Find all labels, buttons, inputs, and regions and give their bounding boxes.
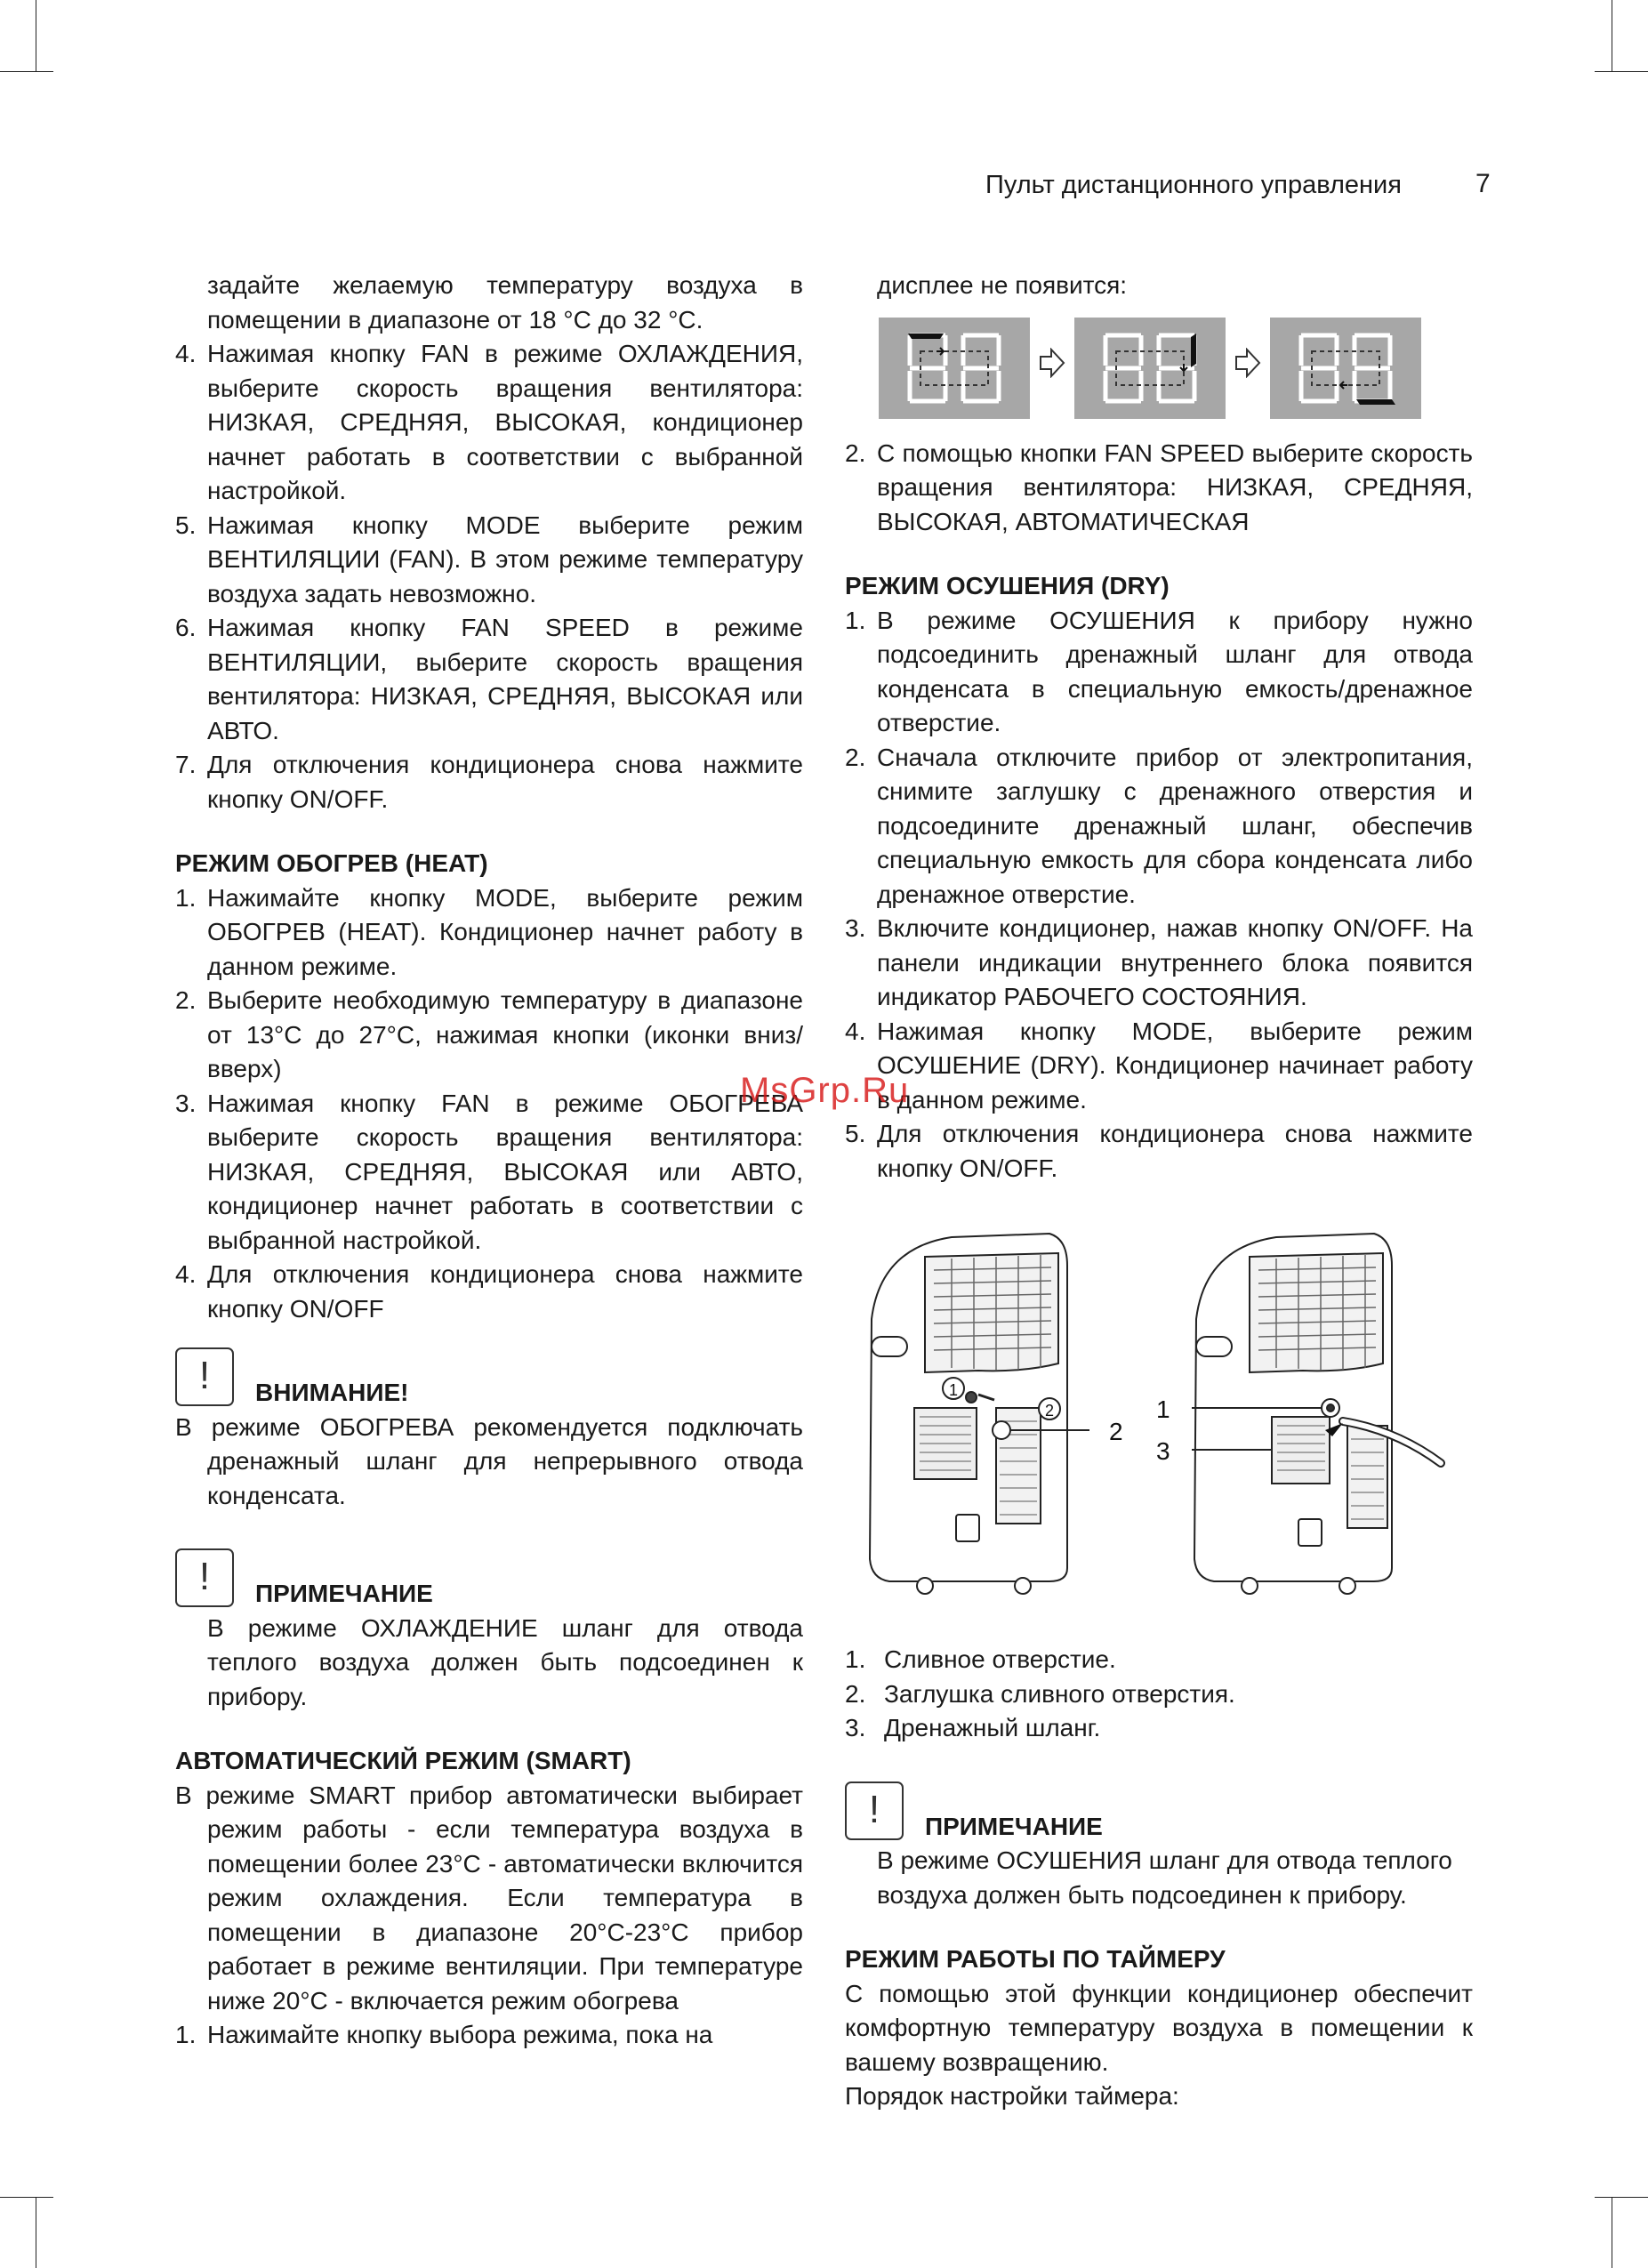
air-conditioner-unit [870,1234,1067,1594]
arrow-right-icon [1030,348,1074,388]
figure-label: 3 [1156,1437,1170,1465]
page-number: 7 [1475,169,1491,198]
exclamation-icon: ! [175,1548,234,1607]
list-item: 1. Нажимайте кнопку выбора режима, пока на [175,2021,713,2048]
warning-block [175,1354,803,1411]
left-column [175,269,803,2053]
list-item: 2. Сначала отключите прибор от электропитания, снимите заглушку с дренажного отверстия и подсоедините дренажный шланг, обеспечив специальную емкость для сбора конденсата либо дренажное отверстие. [845,743,1473,908]
cool-fan-steps [175,337,803,816]
list-item: 5. Для отключения кондиционера снова нажмите кнопку ON/OFF. [845,1120,1473,1182]
note-text: В режиме ОХЛАЖДЕНИЕ шланг для отвода теплого воздуха должен быть подсоединен к прибору. [207,1613,803,1710]
running-header: Пульт дистанционного управления [985,171,1402,199]
note-title: ПРИМЕЧАНИЕ [925,1812,1103,1840]
smart-heading: АВТОМАТИЧЕСКИЙ РЕЖИМ (SMART) [175,1747,631,1774]
note-title: ПРИМЕЧАНИЕ [255,1580,433,1607]
right-intro: дисплее не появится: [877,271,1128,299]
crop-mark [0,71,53,72]
arrow-right-icon [1226,348,1270,388]
smart-steps [175,2018,803,2053]
timer-heading: РЕЖИМ РАБОТЫ ПО ТАЙМЕРУ [845,1945,1226,1973]
list-item: 7. Для отключения кондиционера снова нажмите кнопку ON/OFF. [175,751,803,813]
list-item: 4. Нажимая кнопку MODE, выберите режим ОСУШЕНИЕ (DRY). Кондиционер начинает работу в данном режиме. [845,1017,1473,1114]
left-intro: задайте желаемую температуру воздуха в помещении в диапазоне от 18 °C до 32 °C. [207,271,803,334]
drain-illustration [845,1230,1473,1621]
figure-label: 1 [1156,1395,1170,1423]
crop-mark [1595,71,1648,72]
list-item: 4. Нажимая кнопку FAN в режиме ОХЛАЖДЕНИЯ, выберите скорость вращения вентилятора: НИЗКАЯ, СРЕДНЯЯ, ВЫСОКАЯ, кондиционер начнет работать в соответствии с выбранной настройкой. [175,340,803,504]
list-item: 2. Заглушка сливного отверстия. [845,1679,1235,1708]
watermark: MsGrp.Ru [740,1071,910,1110]
list-item: 2. Выберите необходимую температуру в диапазоне от 13°C до 27°C, нажимая кнопки (иконки вниз/вверх) [175,986,803,1082]
timer-text: С помощью этой функции кондиционер обеспечит комфортную температуру воздуха в помещении к вашему возвращению. [845,1979,1473,2076]
crop-mark [0,2197,53,2198]
list-item: 3. Нажимая кнопку FAN в режиме ОБОГРЕВА выберите скорость вращения вентилятора: НИЗКАЯ, СРЕДНЯЯ, ВЫСОКАЯ или АВТО, кондиционер начнет работать в соответствии с выбранной настройкой. [175,1089,803,1254]
display-indicator [1074,318,1226,419]
list-item: 2. С помощью кнопки FAN SPEED выберите скорость вращения вентилятора: НИЗКАЯ, СРЕДНЯЯ, ВЫСОКАЯ, АВТОМАТИЧЕСКАЯ [845,438,1473,535]
list-item: 4. Для отключения кондиционера снова нажмите кнопку ON/OFF [175,1260,803,1323]
warning-text: В режиме ОБОГРЕВА рекомендуется подключать дренажный шланг для непрерывного отвода конденсата. [175,1412,803,1509]
list-item: 1. В режиме ОСУШЕНИЯ к прибору нужно подсоединить дренажный шланг для отвода конденсата в специальную емкость/дренажное отверстие. [845,606,1473,736]
list-item: 1. Нажимайте кнопку MODE, выберите режим ОБОГРЕВ (HEAT). Кондиционер начнет работу в данном режиме. [175,883,803,980]
display-sequence [879,318,1473,419]
crop-mark [1595,2197,1648,2198]
list-item: 6. Нажимая кнопку FAN SPEED в режиме ВЕНТИЛЯЦИИ, выберите скорость вращения вентилятора: НИЗКАЯ, СРЕДНЯЯ, ВЫСОКАЯ или АВТО. [175,614,803,744]
note-block [175,1555,803,1612]
list-item: 3. Включите кондиционер, нажав кнопку ON/OFF. На панели индикации внутреннего блока появится индикатор РАБОЧЕГО СОСТОЯНИЯ. [845,914,1473,1010]
right-column [845,269,1473,2114]
dry-steps [845,604,1473,1186]
fan-speed-step [845,437,1473,540]
timer-order: Порядок настройки таймера: [845,2082,1179,2110]
exclamation-icon: ! [845,1781,904,1840]
heat-steps [175,881,803,1327]
list-item: 5. Нажимая кнопку MODE выберите режим ВЕНТИЛЯЦИИ (FAN). В этом режиме температуру воздуха задать невозможно. [175,511,803,607]
exclamation-icon: ! [175,1347,234,1406]
smart-text: В режиме SMART прибор автоматически выбирает режим работы - если температура воздуха в помещении более 23°C - автоматически включится режим охлаждения. Если температура в помещении в диапазоне 20°C-23°C прибор работает в режиме вентиляции. При температуре ниже 20°C - включается режим обогрева [175,1781,803,2015]
display-indicator [1270,318,1421,419]
heat-heading: РЕЖИМ ОБОГРЕВ (HEAT) [175,849,488,877]
note-block [845,1787,1473,1845]
callout-label: 1 [948,1381,959,1399]
callout-label: 2 [1044,1402,1055,1420]
air-conditioner-unit [1194,1234,1392,1594]
figure-legend [845,1643,1473,1746]
figure-label: 2 [1109,1418,1123,1445]
note-text: В режиме ОСУШЕНИЯ шланг для отвода теплого воздуха должен быть подсоединен к прибору. [877,1846,1452,1909]
list-item: 1. Сливное отверстие. [845,1645,1116,1673]
warning-title: ВНИМАНИЕ! [255,1379,409,1406]
list-item: 3. Дренажный шланг. [845,1714,1101,1741]
dry-heading: РЕЖИМ ОСУШЕНИЯ (DRY) [845,572,1170,599]
display-indicator [879,318,1030,419]
